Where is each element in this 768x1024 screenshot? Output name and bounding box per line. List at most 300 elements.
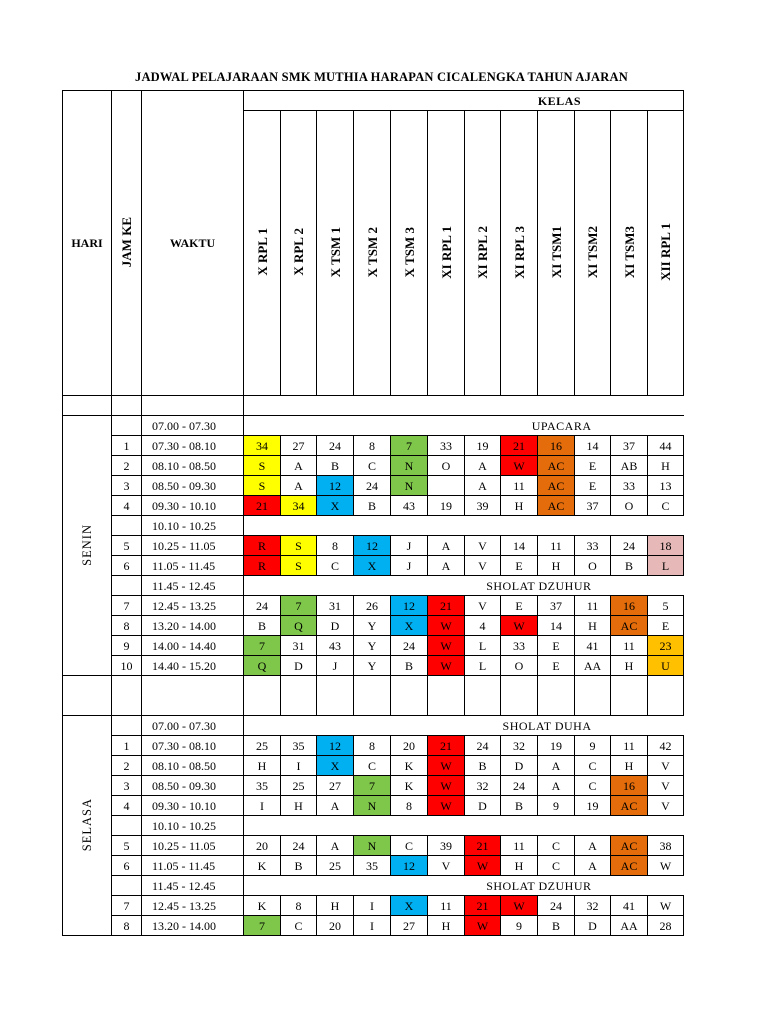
lesson-cell: 37 <box>611 436 648 456</box>
separator-cell <box>611 676 648 716</box>
jam-cell: 1 <box>112 736 142 756</box>
jam-cell: 4 <box>112 796 142 816</box>
lesson-cell: 20 <box>244 836 281 856</box>
lesson-cell: 32 <box>575 896 611 916</box>
separator-cell <box>142 676 244 716</box>
separator-cell <box>428 676 465 716</box>
waktu-cell: 08.10 - 08.50 <box>142 456 244 476</box>
lesson-cell: 25 <box>281 776 317 796</box>
jam-cell: 1 <box>112 436 142 456</box>
event-row <box>63 576 684 596</box>
lesson-cell: 23 <box>648 636 684 656</box>
lesson-cell: I <box>281 756 317 776</box>
class-header-7 <box>501 111 538 396</box>
lesson-row <box>63 776 684 796</box>
lesson-cell: 31 <box>317 596 354 616</box>
lesson-cell: Q <box>244 656 281 676</box>
lesson-cell: AA <box>575 656 611 676</box>
jam-cell <box>112 716 142 736</box>
lesson-cell: 24 <box>538 896 575 916</box>
lesson-cell: R <box>244 556 281 576</box>
lesson-cell: W <box>465 856 501 876</box>
lesson-cell: 21 <box>428 736 465 756</box>
waktu-cell: 12.45 - 13.25 <box>142 596 244 616</box>
lesson-row <box>63 476 684 496</box>
class-header-label: XI RPL 3 <box>511 225 527 279</box>
lesson-cell: 12 <box>391 596 428 616</box>
waktu-cell: 10.25 - 11.05 <box>142 836 244 856</box>
lesson-cell: A <box>575 856 611 876</box>
lesson-cell: AA <box>611 916 648 936</box>
class-header-3 <box>354 111 391 396</box>
lesson-cell: AC <box>538 496 575 516</box>
break-row <box>63 516 684 536</box>
class-header-label: XII RPL 1 <box>658 223 673 281</box>
separator-cell <box>391 676 428 716</box>
jam-cell: 7 <box>112 896 142 916</box>
lesson-row <box>63 856 684 876</box>
lesson-cell: C <box>354 456 391 476</box>
lesson-cell: 19 <box>538 736 575 756</box>
lesson-cell: E <box>648 616 684 636</box>
jam-cell: 6 <box>112 556 142 576</box>
lesson-row <box>63 916 684 936</box>
separator-cell <box>281 676 317 716</box>
event-row <box>63 716 684 736</box>
lesson-cell: 19 <box>575 796 611 816</box>
lesson-row <box>63 796 684 816</box>
lesson-cell: L <box>465 636 501 656</box>
lesson-cell: W <box>428 636 465 656</box>
lesson-cell: Q <box>281 616 317 636</box>
lesson-cell: J <box>317 656 354 676</box>
separator-cell <box>244 676 281 716</box>
lesson-cell: AC <box>538 476 575 496</box>
lesson-cell: W <box>428 616 465 636</box>
lesson-cell: 21 <box>465 836 501 856</box>
waktu-cell: 09.30 - 10.10 <box>142 496 244 516</box>
lesson-cell: 8 <box>354 736 391 756</box>
jam-cell <box>112 816 142 836</box>
lesson-cell: V <box>428 856 465 876</box>
waktu-cell: 08.50 - 09.30 <box>142 476 244 496</box>
jam-cell: 8 <box>112 616 142 636</box>
lesson-cell: E <box>538 636 575 656</box>
class-header-label: X TSM 3 <box>401 226 417 278</box>
lesson-cell: 20 <box>391 736 428 756</box>
lesson-cell: N <box>354 836 391 856</box>
lesson-row <box>63 896 684 916</box>
lesson-cell: S <box>281 556 317 576</box>
lesson-cell: H <box>575 616 611 636</box>
separator-cell <box>63 676 112 716</box>
lesson-cell: A <box>428 536 465 556</box>
waktu-cell: 14.40 - 15.20 <box>142 656 244 676</box>
lesson-cell: B <box>317 456 354 476</box>
waktu-cell: 14.00 - 14.40 <box>142 636 244 656</box>
lesson-cell: W <box>501 616 538 636</box>
lesson-cell: X <box>354 556 391 576</box>
lesson-cell: H <box>501 496 538 516</box>
lesson-row <box>63 656 684 676</box>
jam-cell: 9 <box>112 636 142 656</box>
waktu-cell: 07.30 - 08.10 <box>142 436 244 456</box>
lesson-cell: E <box>538 656 575 676</box>
day-separator-row <box>63 676 684 716</box>
waktu-cell: 11.45 - 12.45 <box>142 576 244 596</box>
lesson-cell: V <box>648 776 684 796</box>
lesson-cell: S <box>281 536 317 556</box>
lesson-row <box>63 456 684 476</box>
lesson-cell: 24 <box>354 476 391 496</box>
waktu-cell: 08.10 - 08.50 <box>142 756 244 776</box>
lesson-cell: AB <box>611 456 648 476</box>
lesson-cell: X <box>391 616 428 636</box>
lesson-cell: C <box>575 756 611 776</box>
lesson-cell: H <box>281 796 317 816</box>
separator-cell <box>465 676 501 716</box>
lesson-cell: H <box>428 916 465 936</box>
header-hari: HARI <box>63 91 112 396</box>
lesson-cell: 33 <box>575 536 611 556</box>
lesson-cell: A <box>538 776 575 796</box>
lesson-cell: W <box>648 856 684 876</box>
lesson-cell: O <box>611 496 648 516</box>
lesson-cell: AC <box>611 796 648 816</box>
class-header-label: X RPL 2 <box>291 228 306 276</box>
lesson-cell: A <box>465 476 501 496</box>
jam-cell: 10 <box>112 656 142 676</box>
lesson-cell: 7 <box>354 776 391 796</box>
lesson-cell: E <box>575 456 611 476</box>
lesson-cell: 14 <box>501 536 538 556</box>
schedule-title: JADWAL PELAJARAAN SMK MUTHIA HARAPAN CICALENGKA TAHUN AJARAN <box>135 70 628 84</box>
lesson-cell: 21 <box>428 596 465 616</box>
break-cell <box>244 516 684 536</box>
class-header-label: X TSM 1 <box>327 226 343 278</box>
lesson-cell: 21 <box>501 436 538 456</box>
lesson-cell: 18 <box>648 536 684 556</box>
lesson-cell: 14 <box>538 616 575 636</box>
lesson-cell: 20 <box>317 916 354 936</box>
lesson-cell: 39 <box>465 496 501 516</box>
lesson-cell: H <box>648 456 684 476</box>
waktu-cell: 10.10 - 10.25 <box>142 516 244 536</box>
lesson-row <box>63 436 684 456</box>
lesson-row <box>63 536 684 556</box>
class-header-9 <box>575 111 611 396</box>
lesson-cell: 13 <box>648 476 684 496</box>
lesson-cell: 12 <box>354 536 391 556</box>
lesson-cell: 24 <box>281 836 317 856</box>
lesson-cell: 26 <box>354 596 391 616</box>
lesson-cell: W <box>428 756 465 776</box>
lesson-cell: 34 <box>244 436 281 456</box>
separator-cell <box>354 676 391 716</box>
lesson-cell: C <box>354 756 391 776</box>
waktu-cell: 08.50 - 09.30 <box>142 776 244 796</box>
separator-cell <box>538 676 575 716</box>
lesson-cell: 11 <box>611 636 648 656</box>
lesson-cell: 4 <box>465 616 501 636</box>
break-row <box>63 816 684 836</box>
lesson-cell: 11 <box>611 736 648 756</box>
lesson-cell: Y <box>354 656 391 676</box>
lesson-cell: 27 <box>281 436 317 456</box>
lesson-cell: Y <box>354 636 391 656</box>
schedule-table <box>62 90 684 936</box>
lesson-cell: R <box>244 536 281 556</box>
event-label: UPACARA <box>244 416 684 436</box>
lesson-cell: 44 <box>648 436 684 456</box>
lesson-cell: 37 <box>538 596 575 616</box>
lesson-cell: C <box>648 496 684 516</box>
waktu-cell: 07.00 - 07.30 <box>142 716 244 736</box>
lesson-cell: J <box>391 556 428 576</box>
class-header-8 <box>538 111 575 396</box>
lesson-cell: E <box>575 476 611 496</box>
lesson-cell: 12 <box>317 476 354 496</box>
header-jam-ke <box>112 91 142 396</box>
lesson-cell: 35 <box>281 736 317 756</box>
day-label: SELASA <box>79 797 94 852</box>
lesson-cell: V <box>465 536 501 556</box>
lesson-cell: 32 <box>501 736 538 756</box>
lesson-cell: B <box>611 556 648 576</box>
lesson-cell: 16 <box>611 596 648 616</box>
class-header-label: XI TSM3 <box>621 225 637 279</box>
lesson-cell: 11 <box>501 476 538 496</box>
waktu-cell: 07.30 - 08.10 <box>142 736 244 756</box>
lesson-cell: 12 <box>317 736 354 756</box>
lesson-cell: 11 <box>428 896 465 916</box>
lesson-cell: E <box>501 556 538 576</box>
lesson-cell: N <box>391 476 428 496</box>
lesson-cell: 5 <box>648 596 684 616</box>
lesson-cell: B <box>244 616 281 636</box>
class-header-label: X TSM 2 <box>364 226 380 278</box>
jam-cell: 2 <box>112 456 142 476</box>
waktu-cell: 13.20 - 14.00 <box>142 616 244 636</box>
lesson-cell: E <box>501 596 538 616</box>
lesson-cell: W <box>501 896 538 916</box>
lesson-cell: H <box>538 556 575 576</box>
separator-cell <box>648 676 684 716</box>
class-header-4 <box>391 111 428 396</box>
class-header-6 <box>465 111 501 396</box>
event-row <box>63 876 684 896</box>
lesson-cell: 42 <box>648 736 684 756</box>
lesson-row <box>63 496 684 516</box>
lesson-cell: V <box>648 796 684 816</box>
lesson-cell: 9 <box>575 736 611 756</box>
lesson-cell: W <box>428 796 465 816</box>
lesson-cell: W <box>428 656 465 676</box>
lesson-row <box>63 836 684 856</box>
lesson-cell: 43 <box>391 496 428 516</box>
lesson-cell: D <box>501 756 538 776</box>
lesson-cell: 43 <box>317 636 354 656</box>
jam-cell: 6 <box>112 856 142 876</box>
lesson-cell: H <box>244 756 281 776</box>
lesson-cell: O <box>428 456 465 476</box>
day-cell-selasa <box>63 716 112 936</box>
lesson-cell: V <box>648 756 684 776</box>
lesson-cell: 24 <box>391 636 428 656</box>
lesson-cell: 28 <box>648 916 684 936</box>
lesson-cell: C <box>575 776 611 796</box>
jam-cell: 3 <box>112 476 142 496</box>
lesson-cell: 25 <box>317 856 354 876</box>
lesson-cell: 11 <box>538 536 575 556</box>
lesson-cell: A <box>538 756 575 776</box>
lesson-cell: N <box>354 796 391 816</box>
lesson-row <box>63 756 684 776</box>
lesson-cell: 21 <box>465 896 501 916</box>
lesson-cell: C <box>317 556 354 576</box>
lesson-cell: 7 <box>244 916 281 936</box>
lesson-cell: 9 <box>538 796 575 816</box>
class-header-label: XI TSM2 <box>585 225 600 279</box>
event-label: SHOLAT DZUHUR <box>244 576 684 596</box>
lesson-cell: C <box>391 836 428 856</box>
class-header-2 <box>317 111 354 396</box>
lesson-cell: V <box>465 556 501 576</box>
lesson-cell: I <box>354 916 391 936</box>
class-header-label: XI RPL 1 <box>438 225 454 279</box>
lesson-cell: I <box>244 796 281 816</box>
lesson-cell: A <box>575 836 611 856</box>
lesson-cell: A <box>428 556 465 576</box>
lesson-cell: A <box>465 456 501 476</box>
waktu-cell: 11.45 - 12.45 <box>142 876 244 896</box>
break-cell <box>244 816 684 836</box>
lesson-cell: 38 <box>648 836 684 856</box>
lesson-cell: 25 <box>244 736 281 756</box>
jam-cell: 4 <box>112 496 142 516</box>
lesson-cell: 8 <box>281 896 317 916</box>
lesson-row <box>63 736 684 756</box>
lesson-cell: 31 <box>281 636 317 656</box>
lesson-cell: 24 <box>611 536 648 556</box>
lesson-cell: X <box>317 756 354 776</box>
waktu-cell: 11.05 - 11.45 <box>142 856 244 876</box>
lesson-cell: 32 <box>465 776 501 796</box>
class-header-label: XI TSM1 <box>548 225 564 279</box>
lesson-row <box>63 636 684 656</box>
lesson-cell: K <box>391 756 428 776</box>
lesson-cell: W <box>465 916 501 936</box>
lesson-cell: 7 <box>281 596 317 616</box>
lesson-cell: AC <box>538 456 575 476</box>
lesson-cell: O <box>575 556 611 576</box>
jam-cell: 2 <box>112 756 142 776</box>
lesson-cell: 34 <box>281 496 317 516</box>
lesson-cell: 21 <box>244 496 281 516</box>
lesson-cell: AC <box>611 836 648 856</box>
separator-cell <box>575 676 611 716</box>
lesson-cell: 27 <box>391 916 428 936</box>
lesson-cell: C <box>538 836 575 856</box>
jam-cell <box>112 576 142 596</box>
lesson-cell: A <box>317 836 354 856</box>
lesson-cell: 9 <box>501 916 538 936</box>
lesson-cell: 33 <box>428 436 465 456</box>
waktu-cell: 13.20 - 14.00 <box>142 916 244 936</box>
day-label: SENIN <box>79 523 94 566</box>
jam-cell: 5 <box>112 836 142 856</box>
lesson-cell: 33 <box>501 636 538 656</box>
lesson-cell: 24 <box>317 436 354 456</box>
lesson-cell: 39 <box>428 836 465 856</box>
class-header-10 <box>611 111 648 396</box>
event-label: SHOLAT DZUHUR <box>244 876 684 896</box>
lesson-cell: K <box>391 776 428 796</box>
lesson-cell: W <box>648 896 684 916</box>
lesson-cell: K <box>244 896 281 916</box>
lesson-cell: B <box>281 856 317 876</box>
lesson-cell: I <box>354 896 391 916</box>
lesson-cell: B <box>501 796 538 816</box>
day-cell-senin <box>63 416 112 676</box>
lesson-cell: 24 <box>465 736 501 756</box>
lesson-cell: D <box>281 656 317 676</box>
lesson-cell: S <box>244 456 281 476</box>
lesson-cell: D <box>465 796 501 816</box>
class-header-11 <box>648 111 684 396</box>
lesson-cell: 27 <box>317 776 354 796</box>
lesson-cell: H <box>501 856 538 876</box>
waktu-cell: 12.45 - 13.25 <box>142 896 244 916</box>
lesson-row <box>63 616 684 636</box>
class-header-5 <box>428 111 465 396</box>
lesson-cell: 14 <box>575 436 611 456</box>
lesson-cell: U <box>648 656 684 676</box>
lesson-cell: 16 <box>611 776 648 796</box>
lesson-cell: 8 <box>354 436 391 456</box>
spacer-row <box>63 396 684 416</box>
lesson-cell: D <box>317 616 354 636</box>
event-label: SHOLAT DUHA <box>244 716 684 736</box>
lesson-cell: C <box>538 856 575 876</box>
lesson-row <box>63 556 684 576</box>
lesson-cell: C <box>281 916 317 936</box>
jam-cell <box>112 416 142 436</box>
separator-cell <box>501 676 538 716</box>
lesson-cell: A <box>281 476 317 496</box>
lesson-cell: 24 <box>501 776 538 796</box>
waktu-cell: 10.25 - 11.05 <box>142 536 244 556</box>
waktu-cell: 11.05 - 11.45 <box>142 556 244 576</box>
lesson-cell: L <box>465 656 501 676</box>
lesson-cell: X <box>317 496 354 516</box>
lesson-cell: 35 <box>244 776 281 796</box>
lesson-cell: 37 <box>575 496 611 516</box>
lesson-cell: 7 <box>391 436 428 456</box>
lesson-cell: B <box>391 656 428 676</box>
jam-cell: 3 <box>112 776 142 796</box>
header-kelas: KELAS <box>244 91 684 111</box>
header-jam-ke-label: JAM KE <box>119 216 134 268</box>
class-header-label: X RPL 1 <box>254 228 270 276</box>
lesson-cell: 8 <box>391 796 428 816</box>
lesson-cell: 35 <box>354 856 391 876</box>
lesson-cell: B <box>465 756 501 776</box>
lesson-cell: 12 <box>391 856 428 876</box>
lesson-cell: B <box>538 916 575 936</box>
lesson-row <box>63 596 684 616</box>
header-waktu: WAKTU <box>142 91 244 396</box>
